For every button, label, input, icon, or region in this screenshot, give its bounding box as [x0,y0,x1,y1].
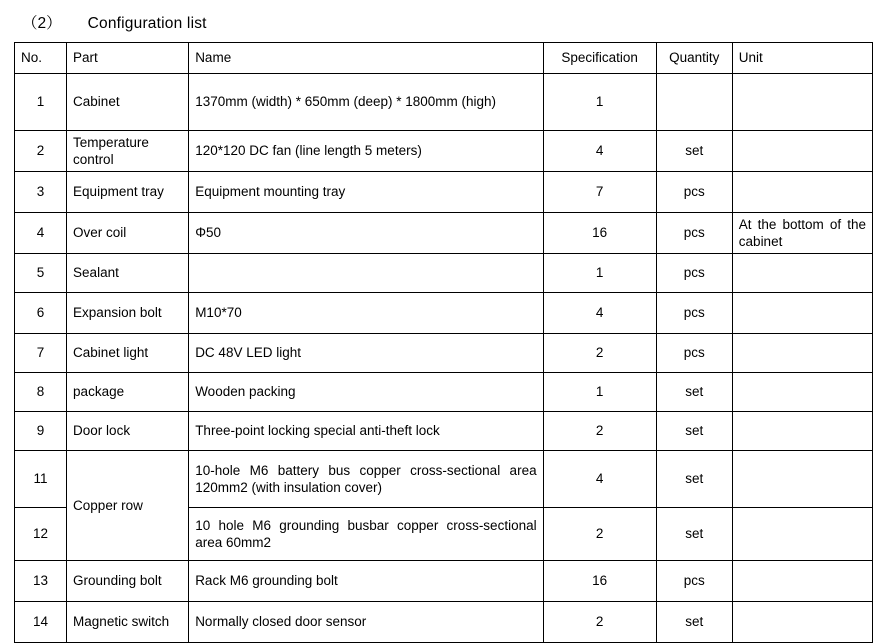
cell-name: Wooden packing [189,373,543,412]
cell-specification: 2 [543,334,656,373]
cell-quantity: pcs [656,213,732,254]
cell-part: Temperature control [67,131,189,172]
configuration-list-table [14,42,873,643]
column-header-no: No. [15,43,67,74]
cell-name: M10*70 [189,293,543,334]
cell-no: 8 [15,373,67,412]
cell-quantity: set [656,602,732,643]
cell-part: Grounding bolt [67,561,189,602]
cell-no: 12 [15,508,67,561]
table-row [15,561,873,602]
table-row [15,451,873,508]
cell-name: Φ50 [189,213,543,254]
cell-part: package [67,373,189,412]
column-header-name: Name [189,43,543,74]
cell-part: Equipment tray [67,172,189,213]
column-header-part: Part [67,43,189,74]
table-row [15,254,873,293]
cell-part: Copper row [67,451,189,561]
cell-no: 3 [15,172,67,213]
cell-specification: 7 [543,172,656,213]
cell-part: Sealant [67,254,189,293]
cell-quantity: pcs [656,334,732,373]
cell-name: 10-hole M6 battery bus copper cross-sectional area 120mm2 (with insulation cover) [189,451,543,508]
cell-no: 7 [15,334,67,373]
page-title-number: （2） [22,15,62,32]
cell-name: Equipment mounting tray [189,172,543,213]
cell-specification: 2 [543,508,656,561]
cell-name [189,254,543,293]
cell-unit: At the bottom of the cabinet [732,213,872,254]
column-header-quantity: Quantity [656,43,732,74]
cell-part: Door lock [67,412,189,451]
table-row [15,602,873,643]
table-row [15,172,873,213]
cell-unit [732,74,872,131]
cell-part: Over coil [67,213,189,254]
cell-quantity: pcs [656,561,732,602]
cell-specification: 2 [543,602,656,643]
cell-unit [732,412,872,451]
cell-specification: 16 [543,561,656,602]
cell-unit [732,172,872,213]
cell-no: 5 [15,254,67,293]
cell-quantity: pcs [656,254,732,293]
cell-quantity: set [656,131,732,172]
cell-quantity: set [656,412,732,451]
table-row [15,131,873,172]
cell-name: 120*120 DC fan (line length 5 meters) [189,131,543,172]
table-header-row [15,43,873,74]
cell-no: 1 [15,74,67,131]
page-title [0,0,887,42]
cell-quantity: set [656,373,732,412]
cell-name: 10 hole M6 grounding busbar copper cross-sectional area 60mm2 [189,508,543,561]
cell-specification: 4 [543,451,656,508]
cell-quantity: set [656,451,732,508]
cell-no: 13 [15,561,67,602]
column-header-unit: Unit [732,43,872,74]
cell-quantity: set [656,508,732,561]
cell-name: Three-point locking special anti-theft lock [189,412,543,451]
cell-no: 14 [15,602,67,643]
cell-name: 1370mm (width) * 650mm (deep) * 1800mm (high) [189,74,543,131]
cell-unit [732,561,872,602]
cell-part: Magnetic switch [67,602,189,643]
cell-specification: 2 [543,412,656,451]
cell-specification: 4 [543,131,656,172]
cell-unit [732,131,872,172]
table-row [15,373,873,412]
cell-specification: 1 [543,254,656,293]
cell-name: DC 48V LED light [189,334,543,373]
cell-no: 2 [15,131,67,172]
table-row [15,293,873,334]
cell-unit [732,293,872,334]
cell-no: 9 [15,412,67,451]
cell-name: Rack M6 grounding bolt [189,561,543,602]
cell-specification: 4 [543,293,656,334]
table-row [15,213,873,254]
page-title-text: Configuration list [87,15,207,32]
cell-unit [732,451,872,508]
cell-quantity [656,74,732,131]
cell-no: 6 [15,293,67,334]
cell-part: Cabinet light [67,334,189,373]
cell-quantity: pcs [656,172,732,213]
cell-part: Expansion bolt [67,293,189,334]
cell-no: 11 [15,451,67,508]
table-row [15,334,873,373]
cell-unit [732,254,872,293]
column-header-specification: Specification [543,43,656,74]
cell-part: Cabinet [67,74,189,131]
cell-unit [732,602,872,643]
table-row [15,74,873,131]
cell-specification: 1 [543,74,656,131]
table-row [15,412,873,451]
cell-no: 4 [15,213,67,254]
cell-specification: 16 [543,213,656,254]
cell-unit [732,373,872,412]
cell-unit [732,508,872,561]
cell-name: Normally closed door sensor [189,602,543,643]
cell-specification: 1 [543,373,656,412]
cell-quantity: pcs [656,293,732,334]
cell-unit [732,334,872,373]
